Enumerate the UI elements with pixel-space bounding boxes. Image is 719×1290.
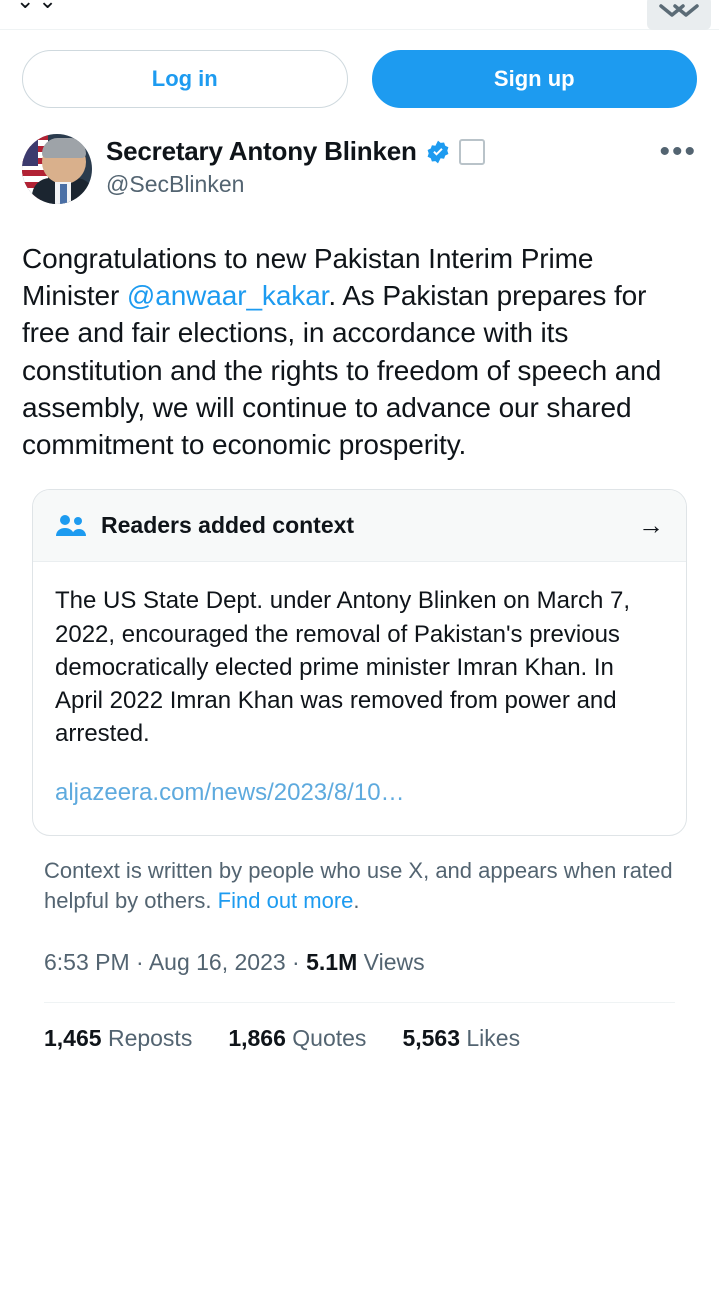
community-note-source-link[interactable]: aljazeera.com/news/2023/8/10… <box>55 778 405 806</box>
community-note-title: Readers added context <box>101 512 355 539</box>
broken-image-placeholder-icon <box>459 139 485 165</box>
display-name-line <box>106 136 485 167</box>
account-names <box>106 134 485 198</box>
community-note-footer-end: . <box>353 887 360 913</box>
login-button[interactable]: Log in <box>22 50 348 108</box>
likes-label: Likes <box>460 1025 521 1052</box>
tweet-container <box>0 126 719 1052</box>
partial-header-glyph: ⌄⌄ <box>16 0 61 13</box>
account-handle[interactable]: @SecBlinken <box>106 171 245 197</box>
community-note-text: The US State Dept. under Antony Blinken on March 7, 2022, encouraged the removal of Pakistan's previous democratically elected prime minister Imran Khan. In April 2022 Imran Khan was removed from power and arrested. <box>55 587 630 747</box>
tweet-text-part-1: Congratulations to new Pakistan Interim Prime Minister <box>22 243 594 312</box>
avatar[interactable] <box>22 134 92 204</box>
community-note-footer <box>44 856 675 915</box>
meta-separator-1: · <box>129 949 149 976</box>
meta-separator-2: · <box>285 949 307 976</box>
views-count: 5.1M <box>306 949 358 976</box>
reposts-count: 1,465 <box>44 1025 102 1052</box>
signup-button[interactable]: Sign up <box>372 50 698 108</box>
more-options-button[interactable]: ••• <box>659 135 697 168</box>
display-name[interactable]: Secretary Antony Blinken <box>106 136 417 166</box>
quotes-count: 1,866 <box>228 1025 286 1052</box>
arrow-right-icon[interactable]: → <box>638 510 664 541</box>
tweet-date: Aug 16, 2023 <box>148 949 286 976</box>
community-note-footer-text: Context is written by people who use X, and appears when rated helpful by others. <box>44 858 673 913</box>
tweet-meta <box>44 949 675 976</box>
community-note-card[interactable] <box>32 489 687 836</box>
double-chevron-down-icon <box>655 2 703 24</box>
tweet-time: 6:53 PM <box>44 949 130 976</box>
quotes-stat[interactable] <box>228 1025 366 1052</box>
avatar-tie <box>60 184 67 204</box>
reposts-label: Reposts <box>101 1025 193 1052</box>
verified-badge-icon <box>425 139 451 165</box>
collapse-chevrons-button[interactable] <box>647 0 711 30</box>
mention-link[interactable]: @anwaar_kakar <box>126 280 329 312</box>
tweet-header <box>22 134 697 214</box>
quotes-label: Quotes <box>285 1025 367 1052</box>
reposts-stat[interactable] <box>44 1025 192 1052</box>
tweet-stats <box>44 1025 675 1052</box>
tweet-text <box>22 240 697 463</box>
flag-union <box>22 134 38 166</box>
likes-count: 5,563 <box>402 1025 460 1052</box>
auth-buttons-row <box>0 30 719 126</box>
stats-divider <box>44 1002 675 1003</box>
top-bar <box>0 0 719 30</box>
views-label: Views <box>357 949 425 976</box>
people-icon <box>55 513 87 539</box>
find-out-more-link[interactable]: Find out more <box>217 887 354 913</box>
community-note-body <box>33 562 686 835</box>
likes-stat[interactable] <box>402 1025 520 1052</box>
tweet-text-part-2: . As Pakistan prepares for free and fair elections, in accordance with its constitution and the rights to freedom of speech and assembly, we will continue to advance our shared commitment to economic prosperity. <box>22 280 662 461</box>
avatar-hair <box>42 138 86 158</box>
community-note-header <box>33 490 686 562</box>
